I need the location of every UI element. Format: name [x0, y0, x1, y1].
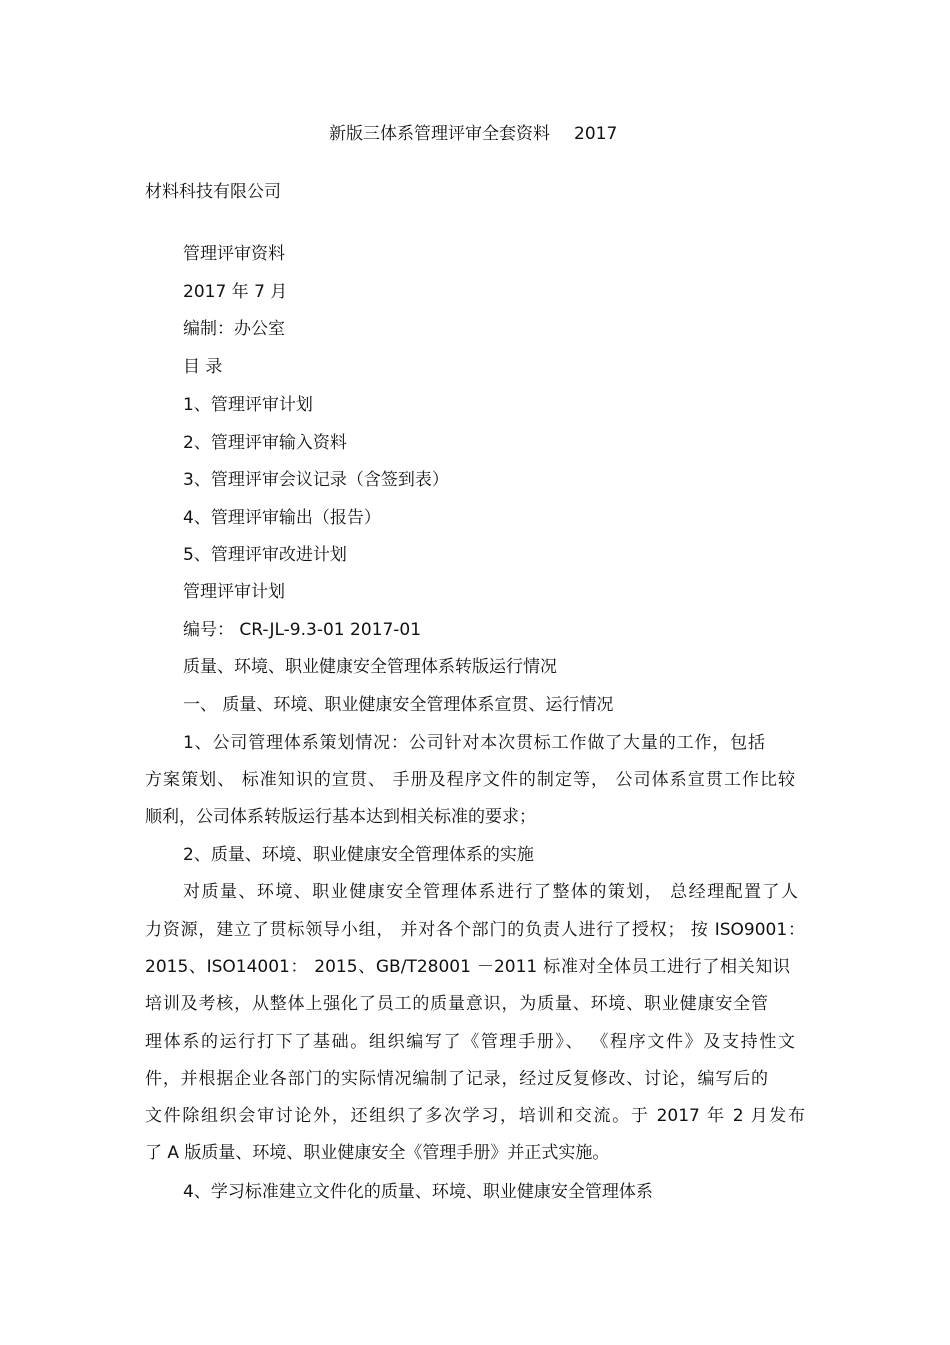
paragraph-line: 对质量、环境、职业健康安全管理体系进行了整体的策划， 总经理配置了人: [183, 882, 798, 902]
para4-heading: 4、学习标准建立文件化的质量、环境、职业健康安全管理体系: [183, 1182, 653, 1202]
cover-compiler: 编制：办公室: [183, 319, 285, 339]
paragraph-line: 件，并根据企业各部门的实际情况编制了记录，经过反复修改、讨论，编写后的: [145, 1069, 768, 1089]
plan-subject: 质量、环境、职业健康安全管理体系转版运行情况: [183, 657, 557, 677]
document-title: [329, 123, 617, 145]
title-year: 2017: [574, 124, 618, 144]
toc-item: 2、管理评审输入资料: [183, 433, 347, 453]
company-name: 材料科技有限公司: [145, 182, 281, 202]
plan-heading: 管理评审计划: [183, 582, 285, 602]
cover-heading: 管理评审资料: [183, 244, 285, 264]
paragraph-line: 1、公司管理体系策划情况：公司针对本次贯标工作做了大量的工作，包括: [183, 733, 765, 753]
toc-item: 3、管理评审会议记录（含签到表）: [183, 470, 449, 490]
paragraph-line: 力资源，建立了贯标领导小组， 并对各个部门的负责人进行了授权； 按 ISO9001：: [145, 920, 805, 940]
para2-heading: 2、质量、环境、职业健康安全管理体系的实施: [183, 845, 534, 865]
title-text: 新版三体系管理评审全套资料: [329, 124, 550, 144]
paragraph-line: 培训及考核，从整体上强化了员工的质量意识，为质量、环境、职业健康安全管: [145, 994, 768, 1014]
plan-code: 编号： CR-JL-9.3-01 2017-01: [183, 620, 422, 640]
paragraph-line: 2015、ISO14001： 2015、GB/T28001 －2011 标准对全体员工进行了相关知识: [145, 957, 790, 977]
paragraph-line: 文件除组织会审讨论外，还组织了多次学习，培训和交流。于 2017 年 2 月发布: [145, 1106, 805, 1126]
paragraph-line: 了 A 版质量、环境、职业健康安全《管理手册》并正式实施。: [145, 1143, 610, 1163]
paragraph-line: 顺利，公司体系转版运行基本达到相关标准的要求；: [145, 807, 536, 827]
section1-heading: 一、 质量、环境、职业健康安全管理体系宣贯、运行情况: [183, 695, 614, 715]
paragraph-line: 方案策划、 标准知识的宣贯、 手册及程序文件的制定等， 公司体系宣贯工作比较: [145, 770, 795, 790]
toc-heading: 目 录: [183, 357, 223, 377]
toc-item: 5、管理评审改进计划: [183, 545, 347, 565]
cover-date: 2017 年 7 月: [183, 282, 288, 302]
toc-item: 4、管理评审输出（报告）: [183, 508, 381, 528]
paragraph-line: 理体系的运行打下了基础。组织编写了《管理手册》、 《程序文件》及支持性文: [145, 1032, 795, 1052]
toc-item: 1、管理评审计划: [183, 395, 313, 415]
